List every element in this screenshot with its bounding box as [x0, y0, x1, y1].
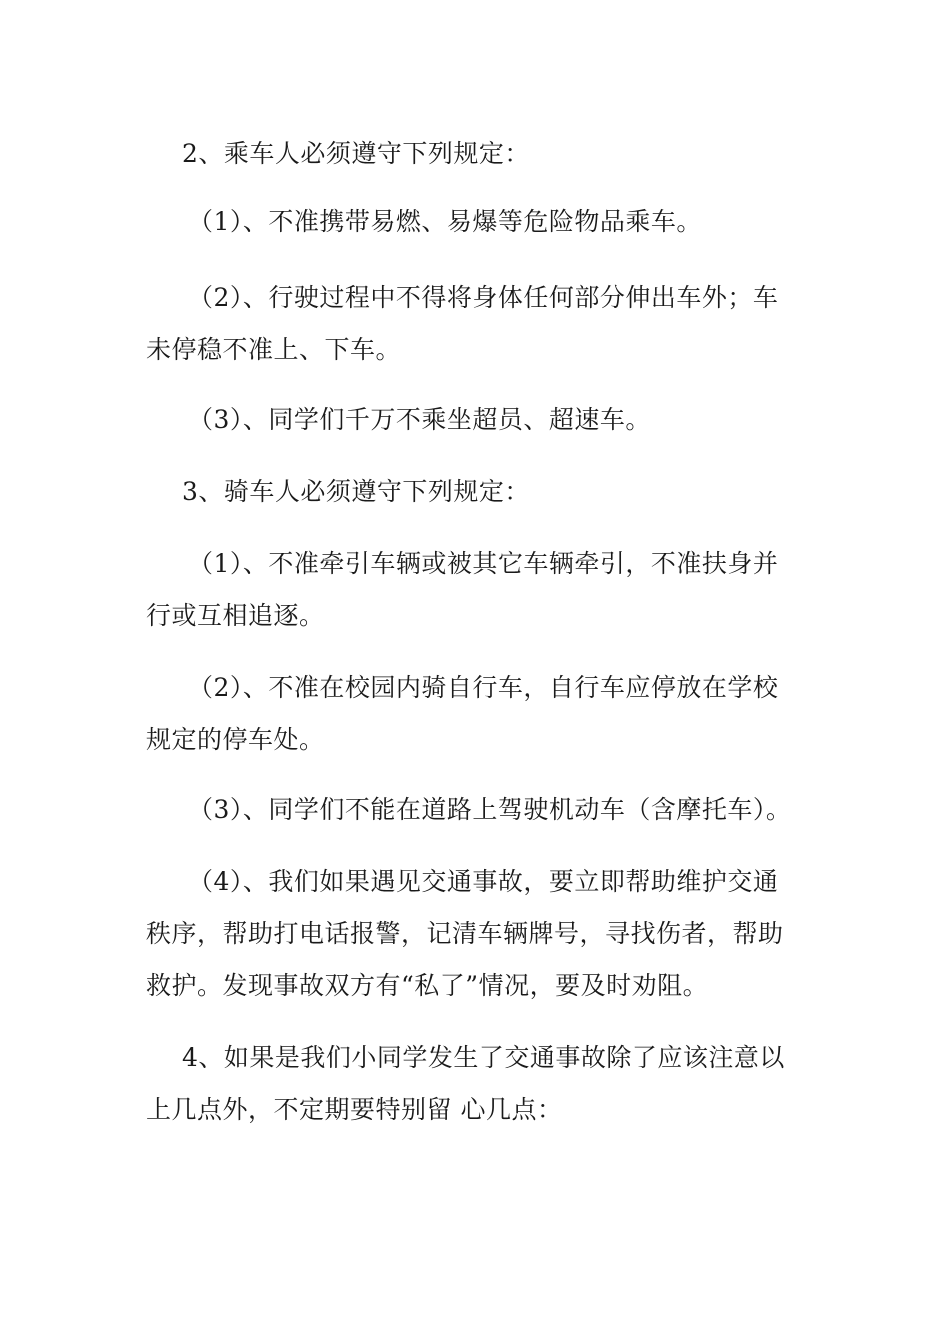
paragraph-cyclist-rules-heading: 3、骑车人必须遵守下列规定： [182, 477, 530, 506]
paragraph-cyclist-rule-2: （2）、不准在校园内骑自行车，自行车应停放在学校规定的停车处。 [146, 673, 779, 754]
paragraph-passenger-rule-2: （2）、行驶过程中不得将身体任何部分伸出车外；车未停稳不准上、下车。 [146, 283, 779, 364]
paragraph-cyclist-rule-4: （4）、我们如果遇见交通事故，要立即帮助维护交通秩序，帮助打电话报警，记清车辆牌号，寻找伤者，帮助救护。发现事故双方有“私了”情况，要及时劝阻。 [146, 867, 784, 1000]
paragraph-cyclist-rule-3: （3）、同学们不能在道路上驾驶机动车（含摩托车）。 [188, 795, 792, 824]
paragraph-passenger-rule-1: （1）、不准携带易燃、易爆等危险物品乘车。 [188, 207, 702, 236]
paragraph-cyclist-rule-1: （1）、不准牵引车辆或被其它车辆牵引，不准扶身并行或互相追逐。 [146, 549, 779, 630]
paragraph-passenger-rule-3: （3）、同学们千万不乘坐超员、超速车。 [188, 405, 651, 434]
paragraph-accident-notes-heading: 4、如果是我们小同学发生了交通事故除了应该注意以上几点外，不定期要特别留 心几点： [146, 1043, 785, 1124]
paragraph-passenger-rules-heading: 2、乘车人必须遵守下列规定： [182, 139, 530, 168]
